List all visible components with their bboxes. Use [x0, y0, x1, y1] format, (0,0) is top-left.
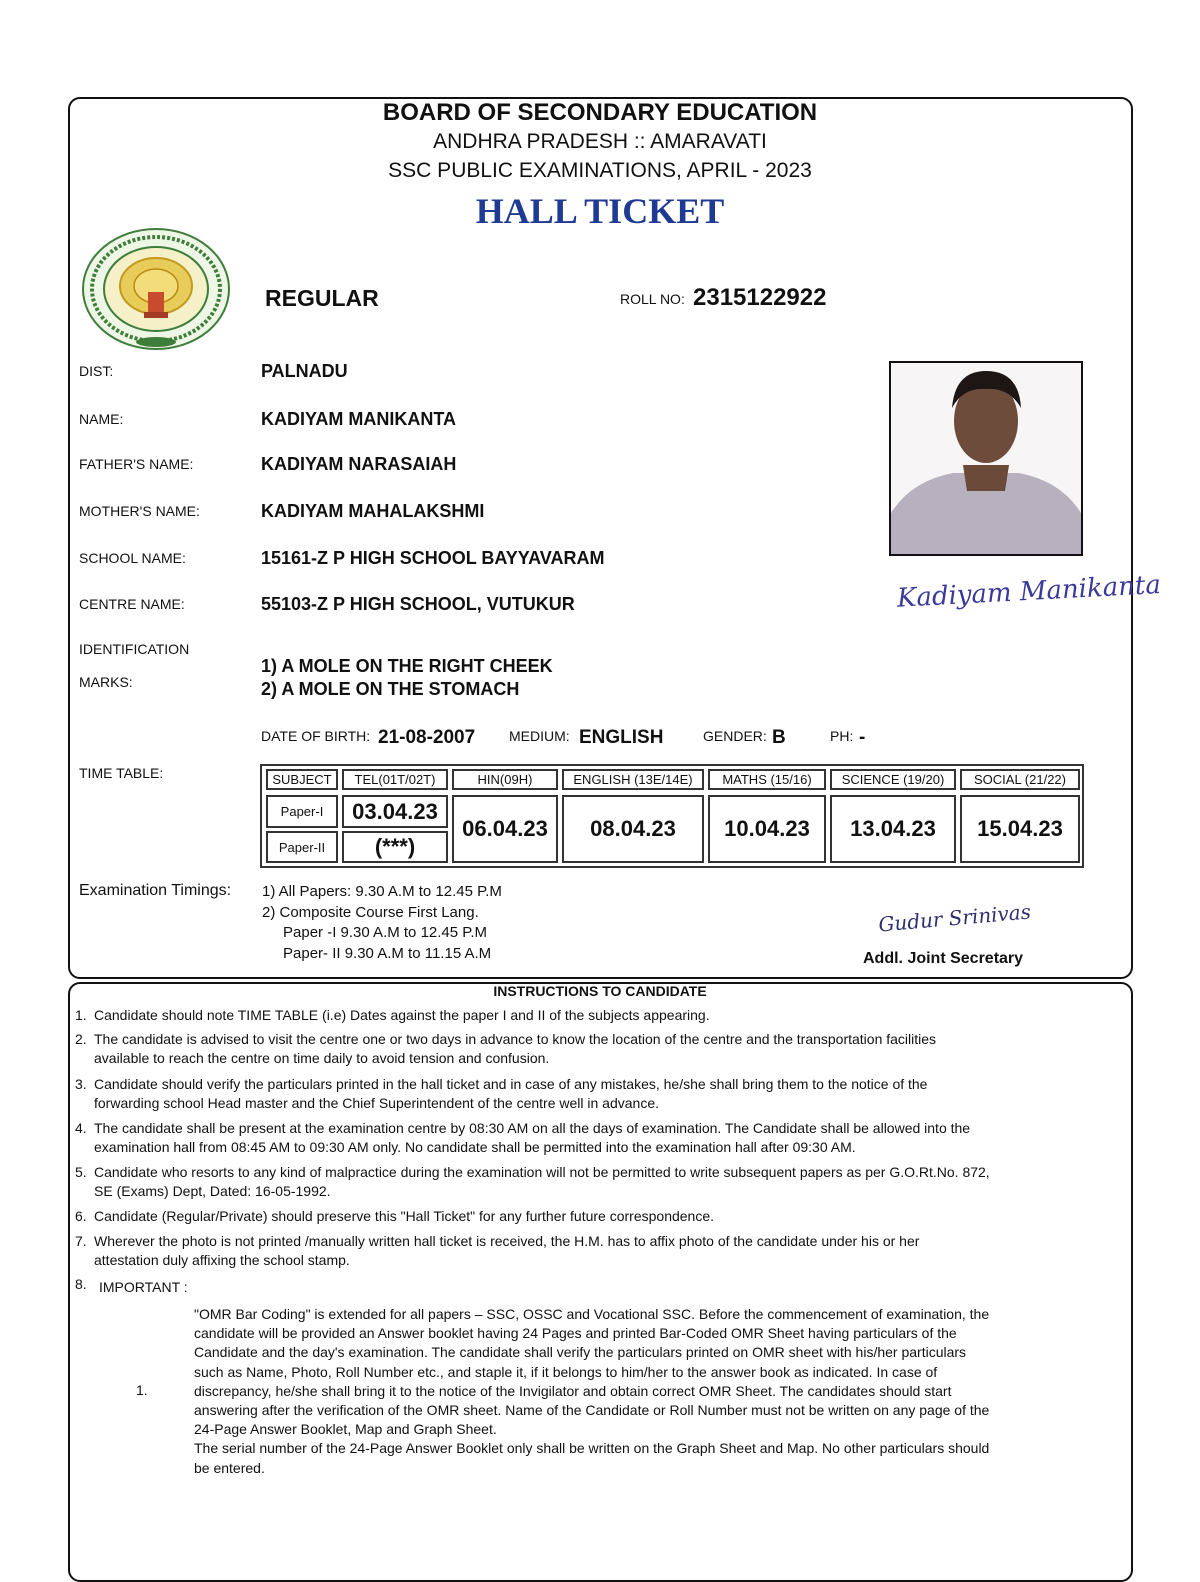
identification-marks-label: MARKS: [79, 674, 133, 690]
instruction-item: 7. Wherever the photo is not printed /manually written hall ticket is received, the H.M. has to affix photo of the candidate under his or her attestation duly affixing the school stamp. [75, 1233, 920, 1268]
father-name-label: FATHER'S NAME: [79, 456, 194, 472]
candidate-signature [893, 562, 1162, 630]
roll-number-label: ROLL NO: [620, 291, 685, 307]
dist-value: PALNADU [261, 361, 348, 381]
identification-mark: 1) A MOLE ON THE RIGHT CHEEK [261, 656, 553, 676]
svg-text:Gudur Srinivas: Gudur Srinivas [877, 899, 1032, 937]
social-date: 15.04.23 [960, 795, 1080, 863]
timetable-header: SOCIAL (21/22) [960, 769, 1080, 790]
timing-line: Paper- II 9.30 A.M to 11.15 A.M [283, 945, 492, 962]
timing-line: 1) All Papers: 9.30 A.M to 12.45 P.M [262, 883, 502, 900]
dob-label: DATE OF BIRTH: [261, 728, 371, 744]
state-name: ANDHRA PRADESH :: AMARAVATI [433, 130, 767, 153]
candidate-photo [889, 361, 1083, 556]
identification-marks [261, 655, 553, 701]
timetable-header: MATHS (15/16) [708, 769, 826, 790]
page-title: HALL TICKET [475, 191, 725, 231]
medium-label: MEDIUM: [509, 728, 570, 744]
exam-name: SSC PUBLIC EXAMINATIONS, APRIL - 2023 [388, 159, 812, 182]
dist-label: DIST: [79, 363, 114, 379]
secretary-title: Addl. Joint Secretary [863, 950, 1024, 967]
instructions-title: INSTRUCTIONS TO CANDIDATE [493, 983, 707, 999]
timing-line: Paper -I 9.30 A.M to 12.45 P.M [283, 924, 488, 941]
paper-2-label: Paper-II [266, 831, 338, 863]
centre-name-value: 55103-Z P HIGH SCHOOL, VUTUKUR [261, 594, 575, 614]
centre-name-label: CENTRE NAME: [79, 596, 185, 612]
secretary-signature [876, 893, 1034, 939]
candidate-category: REGULAR [265, 285, 379, 311]
important-item-number: 1. [136, 1382, 148, 1398]
timetable-header: HIN(09H) [452, 769, 558, 790]
timetable-header: ENGLISH (13E/14E) [562, 769, 704, 790]
instruction-item: 2. The candidate is advised to visit the centre one or two days in advance to know the location of the centre and the transportation facilities available to reach the centre on time daily to avoid tension and confusion. [75, 1031, 937, 1066]
ph-value: - [859, 727, 866, 748]
timing-line: 2) Composite Course First Lang. [262, 904, 479, 921]
instruction-item: 3. Candidate should verify the particulars printed in the hall ticket and in case of any mistakes, he/she shall bring them to the notice of the forwarding school Head master and the Chief Superintendent of the centre well in advance. [75, 1076, 928, 1111]
school-name-value: 15161-Z P HIGH SCHOOL BAYYAVARAM [261, 548, 605, 568]
name-label: NAME: [79, 411, 124, 427]
maths-date: 10.04.23 [708, 795, 826, 863]
english-date: 08.04.23 [562, 795, 704, 863]
instruction-item: 8. IMPORTANT : [75, 1276, 188, 1295]
instruction-item: 4. The candidate shall be present at the examination centre by 08:30 AM on all the days of examination. The Candidate shall be allowed into the examination hall from 08:45 AM to 09:30 AM only. No candidate shall be permitted into the examination hall after 09:30 AM. [75, 1120, 971, 1155]
medium-value: ENGLISH [579, 727, 664, 748]
identification-label: IDENTIFICATION [79, 641, 190, 657]
dob-value: 21-08-2007 [378, 727, 476, 748]
roll-number: 2315122922 [693, 284, 827, 311]
father-name-value: KADIYAM NARASAIAH [261, 454, 457, 474]
timetable-header: TEL(01T/02T) [342, 769, 448, 790]
ph-label: PH: [830, 728, 854, 744]
paper-1-label: Paper-I [266, 795, 338, 828]
school-name-label: SCHOOL NAME: [79, 550, 186, 566]
gender-label: GENDER: [703, 728, 767, 744]
svg-text:Kadiyam Manikanta: Kadiyam Manikanta [896, 570, 1162, 614]
timetable-header: SCIENCE (19/20) [830, 769, 956, 790]
person-icon [891, 363, 1081, 554]
timetable-header: SUBJECT [266, 769, 338, 790]
timetable [260, 764, 1084, 868]
exam-timings-label: Examination Timings: [79, 882, 232, 899]
identification-mark: 2) A MOLE ON THE STOMACH [261, 679, 520, 699]
hindi-date: 06.04.23 [452, 795, 558, 863]
board-name: BOARD OF SECONDARY EDUCATION [382, 99, 818, 126]
name-value: KADIYAM MANIKANTA [261, 409, 456, 429]
tel-paper-1-date: 03.04.23 [342, 795, 448, 828]
timetable-label: TIME TABLE: [79, 765, 164, 781]
tel-paper-2-date: (***) [342, 831, 448, 863]
science-date: 13.04.23 [830, 795, 956, 863]
important-item-text: "OMR Bar Coding" is extended for all papers – SSC, OSSC and Vocational SSC. Before the commencement of examination, the candidate will be provided an Answer booklet having 24 Pages and printed Bar-Coded OMR Sheet having particulars of the Candidate and the day's examination. The candidate shall verify the particulars printed on OMR sheet with his/her particulars such as Name, Photo, Roll Number etc., and staple it, if it belongs to him/her to the answer book as indicated. In case of discrepancy, he/she shall bring it to the notice of the Invigilator and obtain correct OMR Sheet. The candidates should start answering after the verification of the OMR sheet. Name of the Candidate or Roll Number must not be written on any page of the 24-Page Answer Booklet, Map and Graph Sheet. The serial number of the 24-Page Answer Booklet only shall be written on the Graph Sheet and Map. No other particulars should be entered. [194, 1306, 990, 1476]
state-emblem-icon [80, 226, 232, 352]
instruction-item: 5. Candidate who resorts to any kind of malpractice during the examination will not be permitted to write subsequent papers as per G.O.Rt.No. 872, SE (Exams) Dept, Dated: 16-05-1992. [75, 1164, 990, 1199]
instruction-item: 1. Candidate should note TIME TABLE (i.e) Dates against the paper I and II of the subjects appearing. [75, 1007, 710, 1023]
mother-name-label: MOTHER'S NAME: [79, 503, 200, 519]
mother-name-value: KADIYAM MAHALAKSHMI [261, 501, 485, 521]
gender-value: B [772, 727, 786, 748]
instruction-item: 6. Candidate (Regular/Private) should preserve this "Hall Ticket" for any further future correspondence. [75, 1208, 715, 1224]
